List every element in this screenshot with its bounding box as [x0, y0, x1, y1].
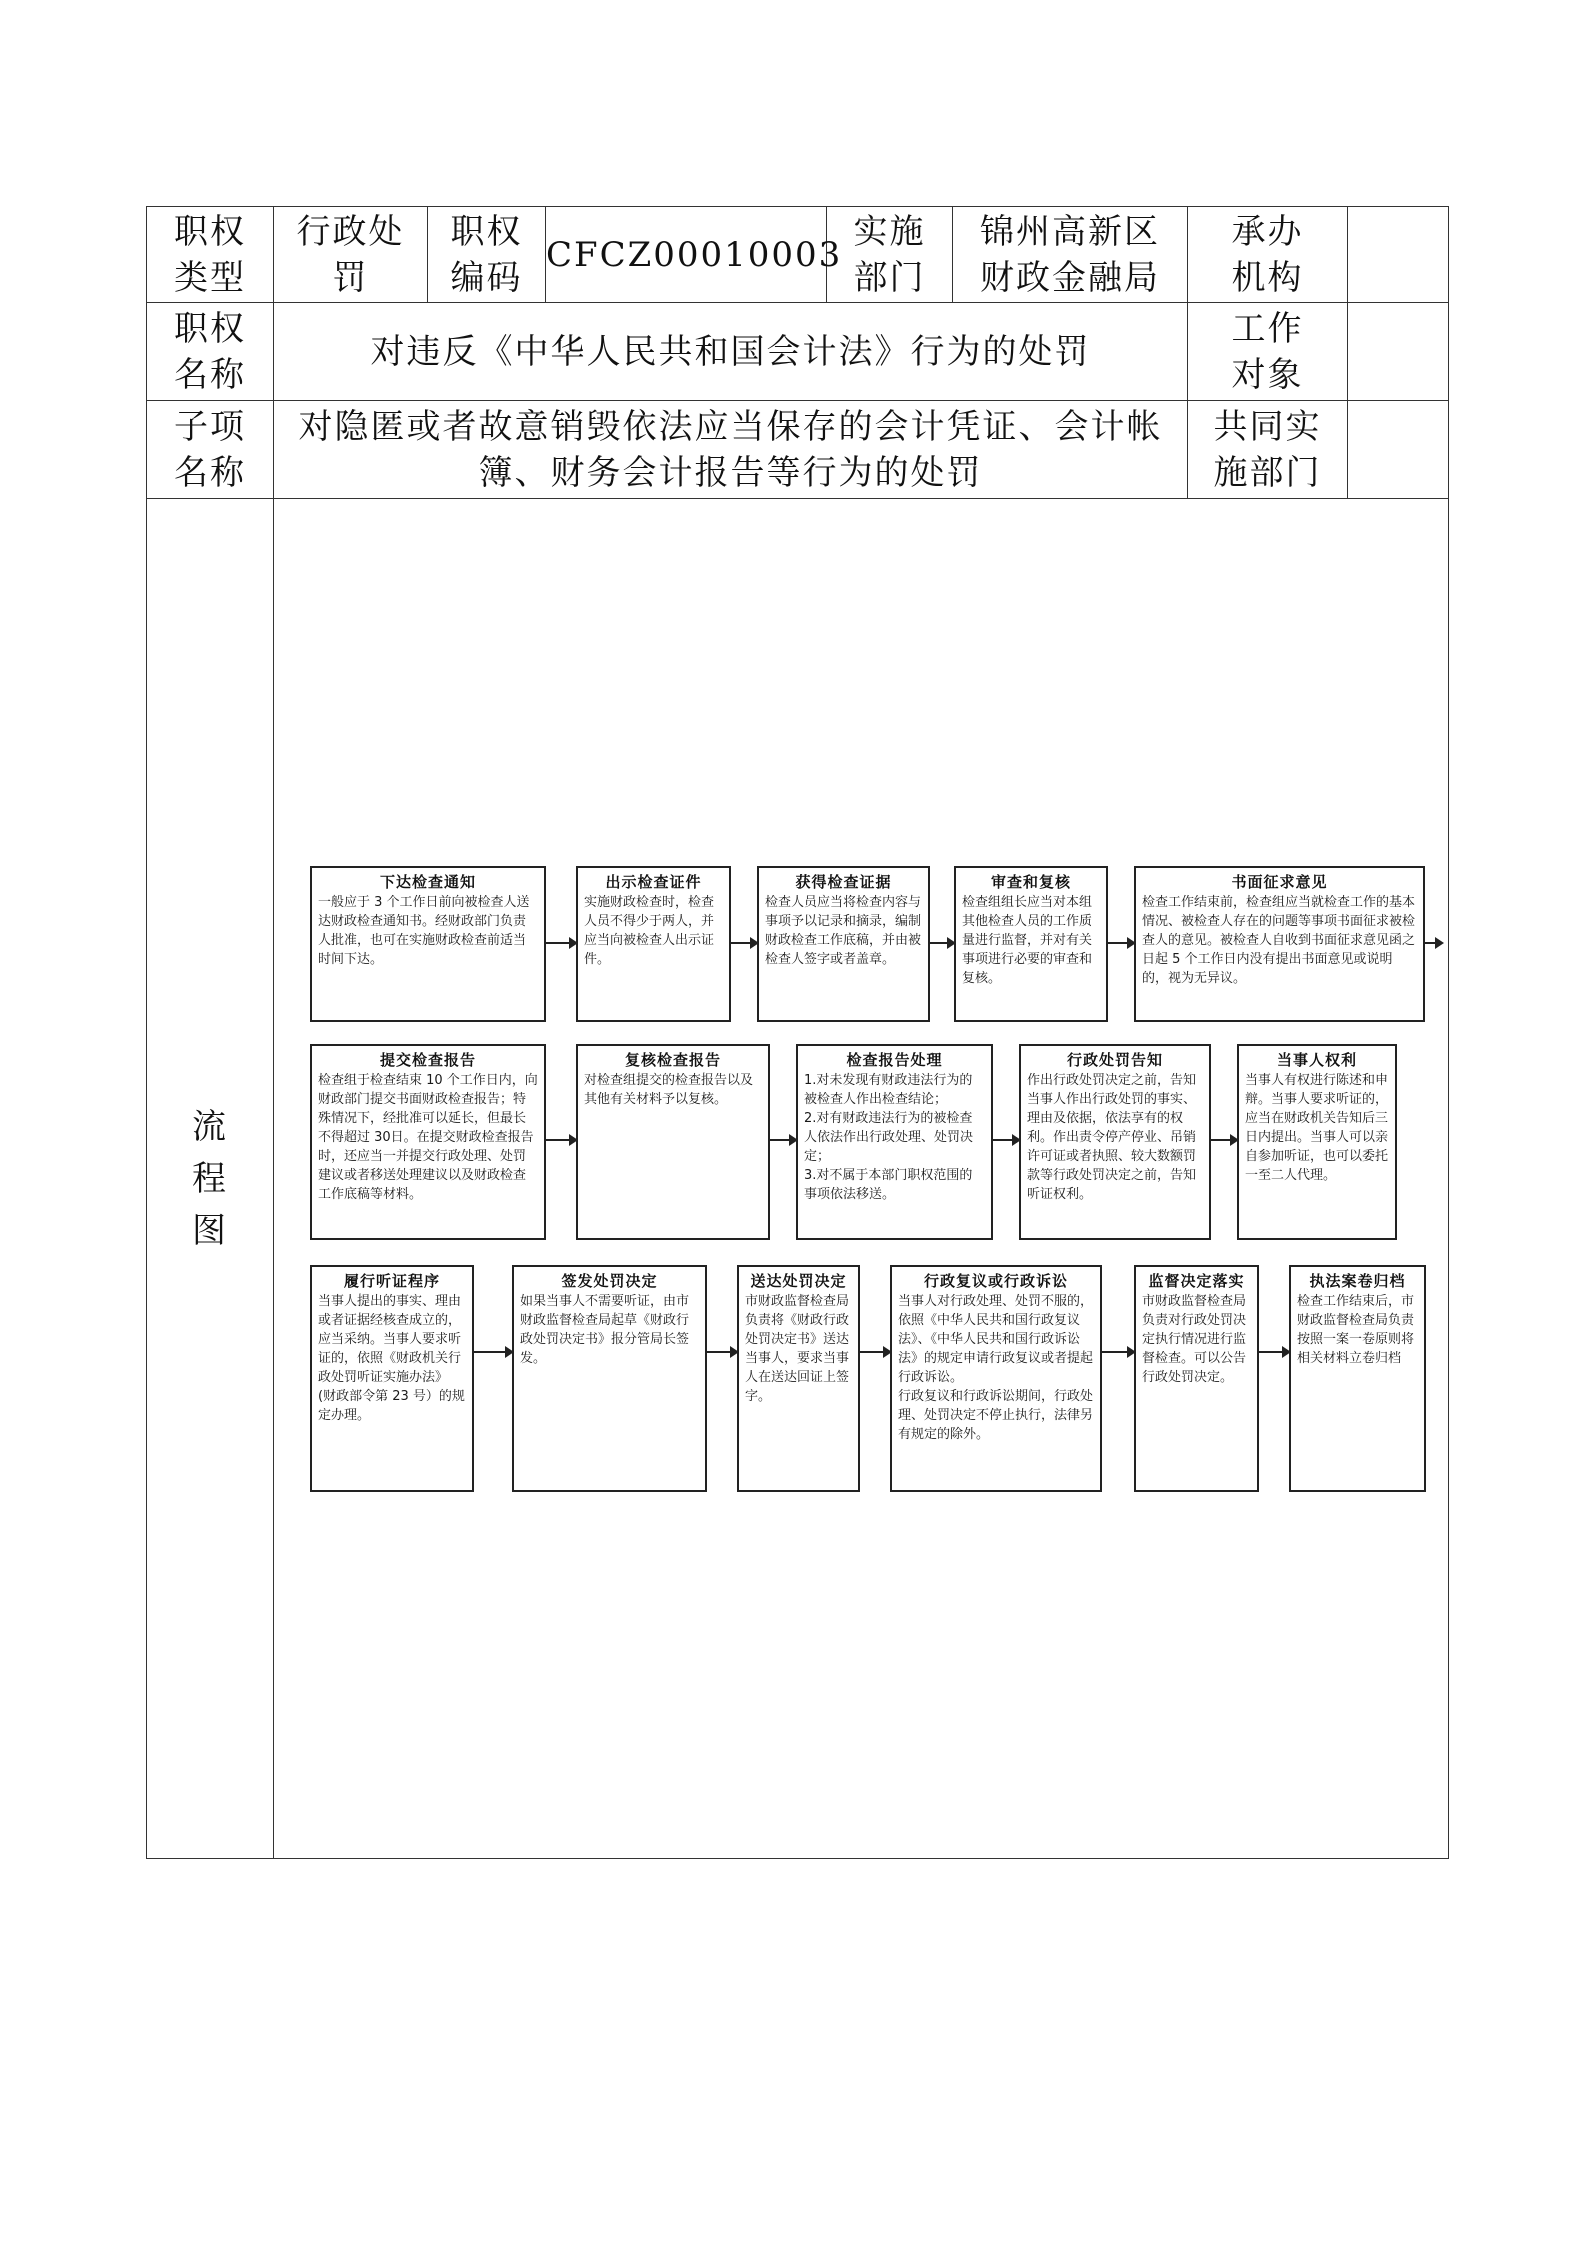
step-text: 作出行政处罚决定之前，告知当事人作出行政处罚的事实、理由及依据，依法享有的权利。作出责令停产停业、吊销许可证或者执照、较大数额罚款等行政处罚决定之前，告知听证权利。	[1027, 1073, 1197, 1202]
step-supervise	[1134, 1265, 1259, 1492]
step-title: 履行听证程序	[343, 1272, 440, 1290]
step-text: 检查工作结束前，检查组应当就检查工作的基本情况、被检查人存在的问题等事项书面征求被检查人的意见。被检查人自收到书面征求意见函之日起 5 个工作日内没有提出书面意见或说明的，视为无异议。	[1142, 895, 1416, 986]
dept-label: 实施 部门	[827, 207, 953, 303]
joint-label: 共同实 施部门	[1188, 401, 1348, 499]
step-sign-decision	[512, 1265, 707, 1492]
joint-value	[1348, 401, 1449, 499]
step-title: 审查和复核	[990, 873, 1071, 891]
step-text: 实施财政检查时，检查人员不得少于两人，并应当向被检查人出示证件。	[584, 895, 715, 967]
type-label: 职权 类型	[147, 207, 274, 303]
step-text: 当事人提出的事实、理由或者证据经核查成立的，应当采纳。当事人要求听证的，依照《财政机关行政处罚听证实施办法》(财政部令第 23 号）的规定办理。	[318, 1294, 465, 1423]
target-value	[1348, 303, 1449, 401]
step-issue-notice	[310, 866, 546, 1022]
step-archive	[1289, 1265, 1426, 1492]
arrow	[1211, 1139, 1237, 1141]
step-text: 1.对未发现有财政违法行为的被检查人作出检查结论； 2.对有财政违法行为的被检查人依法作出行政处理、处罚决定； 3.对不属于本部门职权范围的事项依法移送。	[804, 1073, 974, 1202]
arrow	[546, 1139, 576, 1141]
step-review	[954, 866, 1108, 1022]
step-submit-report	[310, 1044, 546, 1240]
authority-table	[146, 206, 1449, 1859]
step-text: 检查组于检查结束 10 个工作日内，向财政部门提交书面财政检查报告；特殊情况下，经批准可以延长，但最长不得超过 30日。在提交财政检查报告时，还应当一并提交行政处理、处罚建议或者移送处理建议以及财政检查工作底稿等材料。	[318, 1073, 538, 1202]
step-text: 当事人对行政处理、处罚不服的，依照《中华人民共和国行政复议法》、《中华人民共和国行政诉讼法》的规定申请行政复议或者提起行政诉讼。 行政复议和行政诉讼期间，行政处理、处罚决定不停止执行，法律另有规定的除外。	[898, 1294, 1094, 1442]
arrow	[770, 1139, 796, 1141]
step-text: 检查工作结束后，市财政监督检查局负责按照一案一卷原则将相关材料立卷归档	[1297, 1294, 1415, 1366]
flow-label: 流 程 图	[147, 499, 274, 1859]
step-text: 一般应于 3 个工作日前向被检查人送达财政检查通知书。经财政部门负责人批准，也可在实施财政检查前适当时间下达。	[318, 895, 530, 967]
step-penalty-notice	[1019, 1044, 1211, 1240]
step-title: 书面征求意见	[1231, 873, 1328, 891]
step-title: 出示检查证件	[605, 873, 702, 891]
step-hearing	[310, 1265, 474, 1492]
flowchart-cell	[274, 499, 1449, 1859]
flowchart	[274, 499, 1450, 1858]
step-text: 检查人员应当将检查内容与事项予以记录和摘录，编制财政检查工作底稿，并由被检查人签字或者盖章。	[765, 895, 922, 967]
step-obtain-evidence	[757, 866, 930, 1022]
type-value: 行政处 罚	[274, 207, 428, 303]
arrow	[993, 1139, 1019, 1141]
name-label: 职权 名称	[147, 303, 274, 401]
arrow	[707, 1351, 737, 1353]
authority-form	[146, 206, 1448, 1860]
arrow	[1102, 1351, 1134, 1353]
sub-value: 对隐匿或者故意销毁依法应当保存的会计凭证、会计帐簿、财务会计报告等行为的处罚	[274, 401, 1188, 499]
step-title: 检查报告处理	[846, 1051, 943, 1069]
step-title: 签发处罚决定	[561, 1272, 658, 1290]
step-title: 监督决定落实	[1148, 1272, 1245, 1290]
step-text: 市财政监督检查局负责将《财政行政处罚决定书》送达当事人，要求当事人在送达回证上签字。	[745, 1294, 850, 1404]
step-handle-report	[796, 1044, 993, 1240]
step-written-opinion	[1134, 866, 1425, 1022]
step-title: 当事人权利	[1276, 1051, 1357, 1069]
arrow	[474, 1351, 512, 1353]
step-title: 行政复议或行政诉讼	[923, 1272, 1068, 1290]
step-text: 对检查组提交的检查报告以及其他有关材料予以复核。	[584, 1073, 754, 1107]
step-title: 下达检查通知	[379, 873, 476, 891]
step-text: 如果当事人不需要听证，由市财政监督检查局起草《财政行政处罚决定书》报分管局长签发。	[520, 1294, 690, 1366]
arrow	[731, 942, 757, 944]
arrow	[1259, 1351, 1289, 1353]
code-value: CFCZ00010003	[546, 207, 827, 303]
target-label: 工作 对象	[1188, 303, 1348, 401]
step-title: 送达处罚决定	[750, 1272, 847, 1290]
step-text: 市财政监督检查局负责对行政处罚决定执行情况进行监督检查。可以公告行政处罚决定。	[1142, 1294, 1247, 1385]
arrow	[1425, 942, 1442, 944]
org-value	[1348, 207, 1449, 303]
step-title: 提交检查报告	[379, 1051, 476, 1069]
step-show-credentials	[576, 866, 731, 1022]
step-text: 当事人有权进行陈述和申辩。当事人要求听证的，应当在财政机关告知后三日内提出。当事人可以亲自参加听证，也可以委托一至二人代理。	[1245, 1073, 1389, 1183]
arrow	[860, 1351, 890, 1353]
step-title: 执法案卷归档	[1309, 1272, 1406, 1290]
code-label: 职权 编码	[428, 207, 546, 303]
name-value: 对违反《中华人民共和国会计法》行为的处罚	[274, 303, 1188, 401]
step-title: 获得检查证据	[795, 873, 892, 891]
arrow	[930, 942, 954, 944]
step-title: 复核检查报告	[624, 1051, 721, 1069]
dept-value: 锦州高新区 财政金融局	[953, 207, 1188, 303]
step-reconsideration	[890, 1265, 1102, 1492]
step-party-rights	[1237, 1044, 1397, 1240]
step-deliver-decision	[737, 1265, 860, 1492]
step-title: 行政处罚告知	[1066, 1051, 1163, 1069]
arrow	[546, 942, 576, 944]
org-label: 承办 机构	[1188, 207, 1348, 303]
arrow	[1108, 942, 1134, 944]
sub-label: 子项 名称	[147, 401, 274, 499]
step-text: 检查组组长应当对本组其他检查人员的工作质量进行监督，并对有关事项进行必要的审查和复核。	[962, 895, 1093, 986]
step-recheck-report	[576, 1044, 770, 1240]
